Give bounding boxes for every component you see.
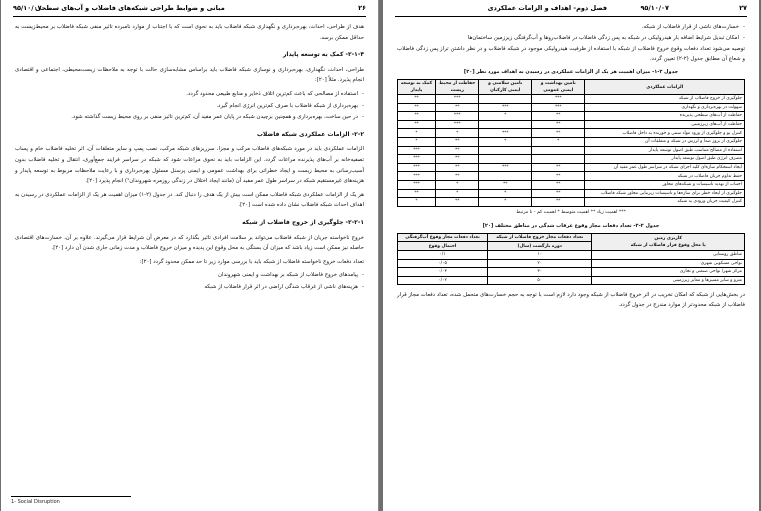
table-cell: ** (532, 129, 585, 138)
table-row (398, 250, 745, 259)
section-heading: ۲-۲-۱- جلوگیری از خروج فاضلاب از شبکه (242, 218, 364, 226)
table-cell: * (436, 180, 479, 189)
table-cell: *** (398, 163, 436, 172)
table-cell: جلوگیری از خروج فاضلاب از شبکه (585, 95, 745, 104)
bullet-item: - استفاده از مصالحی که باعث کم‌ترین اتلاف ذخایر و منابع طبیعی محدود گردد. (15, 89, 364, 100)
table-cell: ** (532, 163, 585, 172)
table-row (398, 276, 745, 285)
importance-table (397, 79, 745, 207)
table-cell: حفاظت از آب‌های زیرزمینی (585, 120, 745, 129)
table-cell: ۰/۰۵ (398, 259, 488, 268)
table-cell: ۰/۰۲ (398, 276, 488, 285)
table-cell: *** (398, 172, 436, 181)
table-cell: ** (398, 103, 436, 112)
table-cell: * (479, 137, 532, 146)
footnote: 1- Social Disruption (11, 496, 131, 505)
header-date: ۹۵/۱۰/۰۷ (640, 4, 669, 12)
table-cell: ۰/۰۳ (398, 268, 488, 277)
column-header: تعداد دفعات مجاز خروج فاضلاب از شبکه (488, 233, 592, 242)
table-row (398, 137, 745, 146)
table-cell: *** (532, 95, 585, 104)
table-row (398, 172, 745, 181)
table-cell: * (398, 198, 436, 207)
table-legend: *** اهمیت زیاد ** اهمیت متوسط * اهمیت کم - نا مرتبط (516, 209, 626, 215)
table-cell: ۵۰ (488, 276, 592, 285)
bullet-item: - در حین ساخت، بهره‌برداری و همچنین برچیدن شبکه در پایان عمر مفید آن، کم‌ترین تاثیر منفی بر روی محیط زیست گذاشته شود. (15, 112, 364, 123)
column-header: تامین بهداشت و ایمنی عمومی (532, 80, 585, 95)
table-cell: جلوگیری از بروز صدا و لرزش در شبکه و متعلقات آن (585, 137, 745, 146)
column-header: تعداد دفعات مجاز وقوع آب‌گرفتگی (398, 233, 488, 242)
table-cell: ** (398, 120, 436, 129)
table-cell (479, 172, 532, 181)
table-cell: * (398, 137, 436, 146)
header-text: کاربری زمین (654, 235, 682, 241)
table-row (398, 180, 745, 189)
table-cell: * (532, 137, 585, 146)
table-row (398, 120, 745, 129)
table-cell: * (479, 112, 532, 121)
table-cell: ** (436, 172, 479, 181)
table-cell: *** (436, 120, 479, 129)
section-heading: ۲-۱-۴- کمک به توسعه پایدار (282, 51, 364, 59)
table-row (398, 112, 745, 121)
column-header: تامین سلامتی و ایمنی کارکنان (479, 80, 532, 95)
table-cell: ** (436, 198, 479, 207)
table-header-row (398, 80, 745, 95)
left-body (15, 22, 364, 293)
table-cell (479, 95, 532, 104)
table-cell: حفاظت از آب‌های سطحی پذیرنده (585, 112, 745, 121)
running-title: فصل دوم- اهداف و الزامات عملکردی (487, 4, 607, 12)
table-cell: ۳۰ (488, 268, 592, 277)
column-header (592, 233, 745, 250)
paragraph: هدف از طراحی، احداث، بهره‌برداری و نگهداری شبکه فاضلاب باید به نحوی است که با اجتناب از موارد نامبرده تاثیر منفی شبکه فاضلاب بر محیط‌زیست به حداقل ممکن برسد. (15, 24, 364, 41)
paragraph: در بخش‌هایی از شبکه که امکان تخریب در اثر خروج فاضلاب از شبکه وجود دارد لازم است با توجه به حجم خسارت‌های متحمل شده، تعداد دفعات مجاز قرار فاضلاب از شبکه محدودتر از موارد مندرج در جدول گردد. (397, 292, 745, 309)
table-row (398, 103, 745, 112)
paragraph: خروج ناخواسته جریان از شبکه فاضلاب می‌تواند بر سلامت افرادی تاثیر بگذارد که در معرض آن شرایط قرار می‌گیرند. علاوه بر آن، خسارت‌های اقتصادی حاصله نیز ممکن است زیاد باشد که میزان آن بستگی به محل وقوع این پدیده و میزان خروج فاضلاب و مدت زمانی جاری شدن آن دارد [۲۰]. (15, 234, 364, 252)
table-cell: ** (532, 112, 585, 121)
bullet-item: - امکان تبدیل شرایط اضافه بار هیدرولیکی در شبکه به پس زدگی فاضلاب در فاضلاب‌روها و آب‌گرفتگی زیرزمین ساختمان‌ها (397, 33, 745, 43)
table-cell: ** (398, 95, 436, 104)
table-cell: مترو و سایر مسیرها و معابر زیرزمینی (592, 276, 745, 285)
table-cell: ایجاد استحکام سازه‌ای کلیه اجزای شبکه در سراسر طول عمر مفید آن (585, 163, 745, 172)
table-cell: *** (479, 129, 532, 138)
bullet-item: - پیامدهای خروج فاضلاب از شبکه بر بهداشت و ایمنی شهروندان (15, 270, 364, 281)
table-cell: ** (436, 155, 479, 164)
table-cell (532, 146, 585, 155)
table-cell: مصرف انرژی طبق اصول توسعه پایدار (585, 155, 745, 164)
paragraph: توصیه می‌شود تعداد دفعات وقوع خروج فاضلاب از شبکه با استفاده از ظرفیت هیدرولیکی موجود در شبکه فاضلاب و در نظر داشتن تراز پس زدگی فاضلاب و شعاع آن مطابق جدول (۲-۲) تعیین گردد. (397, 46, 745, 62)
table-cell: نواحی مسکونی شهری (592, 259, 745, 268)
bullet-item: - خسارت‌های ناشی از قرار فاضلاب از شبکه. (397, 22, 745, 32)
column-subheader: دوره بازگشت (سال) (488, 242, 592, 251)
column-header: کمک به توسعه پایدار (398, 80, 436, 95)
table-cell: * (436, 129, 479, 138)
table-cell (479, 120, 532, 129)
table-cell: *** (436, 95, 479, 104)
table-cell: مناطق روستایی (592, 250, 745, 259)
table-cell: *** (479, 163, 532, 172)
running-title: مبانی و ضوابط طراحی شبکه‌های فاضلاب و آب‌های سطحی (35, 4, 225, 12)
bullet-item: - بهره‌برداری از شبکه فاضلاب با صرف کم‌ترین انرژی انجام گیرد. (15, 101, 364, 112)
paragraph: الزامات عملکردی باید در مورد شبکه‌های فاضلاب مرکب و مجزا، سرریزهای شبکه مرکب، نصب پمپ و سایر متعلقات آن، اثر تخلیه فاضلاب خام و پساب تصفیه‌خانه بر آب‌های پذیرنده مراعات گردد. این الزامات باید به نحوی مراعات شود که شبکه در سراسر فرایند جمع‌آوری، انتقال و تخلیه فاضلاب بدون آسیب‌رسانی به محیط زیست و ایجاد خطراتی برای بهداشت عمومی و ایمنی پرسنل مسئول بهره‌برداری و با رعایت ملاحظات مربوط به توسعه پایدار و هزینه‌های غیرمستقیم شبکه در سراسر طول عمر مفید آن (مانند ایجاد اختلال در زندگی روزمره شهروندان¹) انجام پذیرد [۲۰]. (15, 146, 364, 185)
paragraph: تعداد دفعات خروج ناخواسته فاضلاب از شبکه باید با بررسی موارد زیر تا حد ممکن محدود گردد [۲۰]: (139, 258, 364, 265)
table-row (398, 189, 745, 198)
table-cell: جلوگیری از ایجاد خطر برای سازه‌ها و تاسیسات زیربنایی مجاور شبکه فاضلاب (585, 189, 745, 198)
column-header: حفاظت از محیط زیست (436, 80, 479, 95)
bullet-item: - هزینه‌های ناشی از غرقاب شدگی اراضی در اثر قرار فاضلاب از شبکه (15, 282, 364, 293)
paragraph: هر یک از الزامات عملکردی شبکه فاضلاب ممکن است بیش از یک هدف را دنبال کند. در جدول (۲-۱) میزان اهمیت هر یک از الزامات عملکردی در رسیدن به اهداف احداث شبکه فاضلاب نشان داده شده است [۲۰]. (15, 191, 364, 209)
table-caption: جدول ۲-۱- میزان اهمیت هر یک از الزامات عملکردی در رسیدن به اهداف مورد نظر [۲۰] (463, 69, 679, 75)
table-cell: ** (398, 112, 436, 121)
table-cell: ** (398, 189, 436, 198)
table-cell: ۲۰ (488, 259, 592, 268)
table-cell: استفاده از مصالح متناسب طبق اصول توسعه پایدار (585, 146, 745, 155)
table-row (398, 198, 745, 207)
table-cell (479, 155, 532, 164)
header-subtext: یا محل وقوع قرار فاضلاب از شبکه (630, 242, 706, 248)
table-header-row (398, 233, 745, 242)
table-cell: ** (436, 146, 479, 155)
table-cell: ** (436, 103, 479, 112)
table-cell: * (398, 129, 436, 138)
table-cell: *** (532, 103, 585, 112)
table-row (398, 155, 745, 164)
table-cell: کنترل بو و جلوگیری از ورود مواد سمی و خورنده به داخل فاضلاب (585, 129, 745, 138)
table-row (398, 95, 745, 104)
table-cell: کنترل کیفیت جریان ورودی به شبکه (585, 198, 745, 207)
table-cell: ** (436, 137, 479, 146)
table-cell: اجتناب از تهدید تاسیسات و شبکه‌های مجاور (585, 180, 745, 189)
table-row (398, 268, 745, 277)
section-heading: ۲-۲- الزامات عملکردی شبکه فاضلاب (256, 130, 364, 138)
page-number: ۲۶ (358, 4, 366, 12)
table-cell: *** (479, 103, 532, 112)
table-cell: سهولت در بهره‌برداری و نگهداری (585, 103, 745, 112)
table-cell (479, 146, 532, 155)
table-row (398, 129, 745, 138)
table-cell: ** (532, 198, 585, 207)
table-cell (532, 155, 585, 164)
table-cell: *** (436, 112, 479, 121)
table-cell: ** (532, 172, 585, 181)
table-cell: ۱۰ (488, 250, 592, 259)
table-cell: ** (532, 120, 585, 129)
flooding-table (397, 233, 745, 286)
column-header: الزامات عملکردی (585, 80, 745, 95)
right-page (383, 0, 759, 511)
table-cell: ** (532, 189, 585, 198)
table-cell: *** (398, 155, 436, 164)
table-cell: حفظ تداوم جریان فاضلاب در شبکه (585, 172, 745, 181)
header-date: ۹۵/۱۰/۰۷ (13, 4, 42, 12)
table-cell: ** (532, 180, 585, 189)
table-cell: *** (398, 180, 436, 189)
table-cell: * (479, 198, 532, 207)
paragraph: طراحی، احداث، نگهداری، بهره‌برداری و نوسازی شبکه فاضلاب باید براساس مشابه‌سازی حالت با توجه به ملاحظات زیست‌محیطی، اجتماعی و اقتصادی انجام پذیرد. مثلاً [۲۰]: (15, 66, 364, 84)
table-row (398, 163, 745, 172)
page-number: ۲۷ (739, 4, 747, 12)
left-page (1, 0, 379, 511)
page-header (395, 3, 747, 17)
right-body (397, 22, 745, 313)
table-cell: ۰/۱ (398, 250, 488, 259)
table-cell: مرکز شهر/ نواحی صنعتی و تجاری (592, 268, 745, 277)
table-cell: * (479, 189, 532, 198)
page-header (13, 3, 366, 17)
table-cell: * (436, 189, 479, 198)
table-cell: *** (398, 146, 436, 155)
column-subheader: احتمال وقوع (398, 242, 488, 251)
table-cell: ** (479, 180, 532, 189)
table-cell: ** (436, 163, 479, 172)
table-row (398, 146, 745, 155)
table-caption: جدول ۲-۲- تعداد دفعات مجاز وقوع غرقاب شدگی در مناطق مختلف [۲۰] (482, 222, 660, 229)
table-row (398, 259, 745, 268)
